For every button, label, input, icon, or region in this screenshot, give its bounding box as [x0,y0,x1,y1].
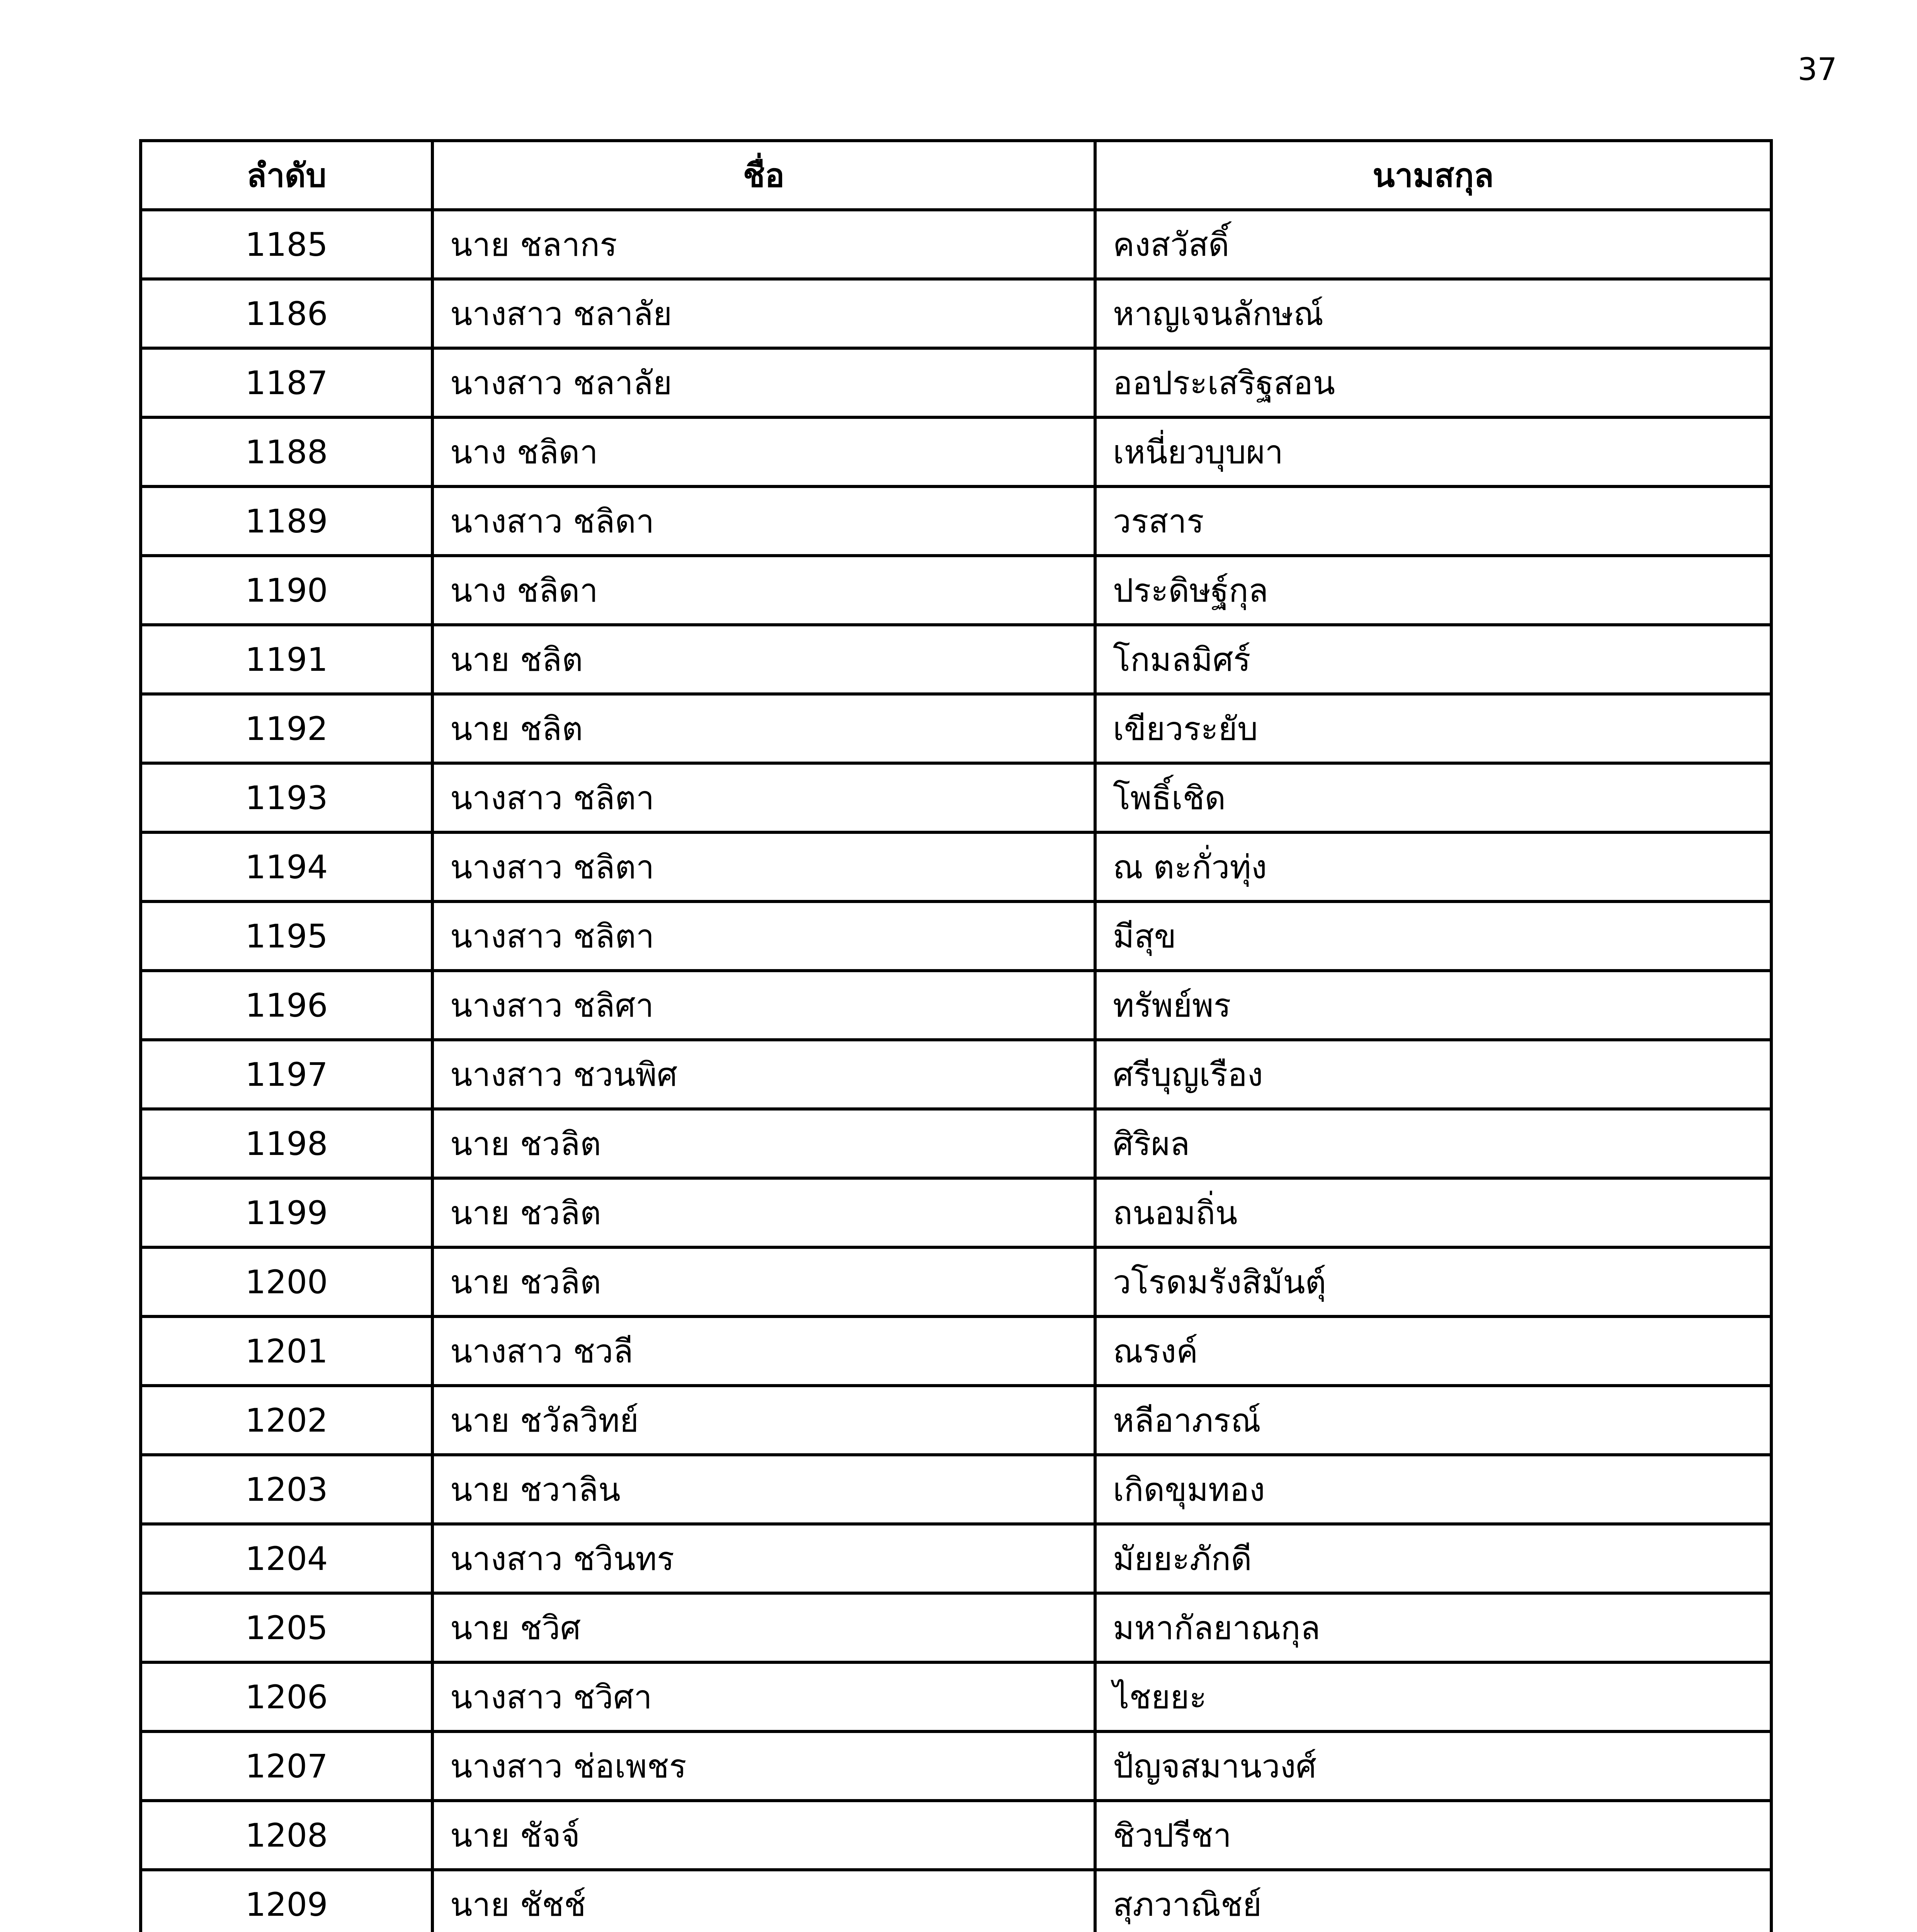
row-name: นาย ชัชช์ [432,1870,1095,1932]
row-name: นางสาว ชลิดา [432,486,1095,556]
row-surname: ศรีบุญเรือง [1095,1040,1771,1109]
table-row [141,1247,1771,1316]
row-surname: หาญเจนลักษณ์ [1095,279,1771,348]
row-name: นาย ชวัลวิทย์ [432,1386,1095,1455]
table-row [141,1316,1771,1386]
header-surname: นามสกุล [1095,141,1771,210]
row-number: 1185 [141,210,432,279]
table-row [141,1178,1771,1247]
row-surname: ศิริผล [1095,1109,1771,1178]
row-surname: เหนี่ยวบุบผา [1095,417,1771,486]
row-name: นาย ชวิศ [432,1593,1095,1662]
table-row [141,556,1771,625]
row-number: 1187 [141,348,432,417]
row-number: 1192 [141,694,432,763]
row-name: นางสาว ชลาลัย [432,348,1095,417]
row-number: 1206 [141,1662,432,1731]
row-name: นาย ชัจจ์ [432,1801,1095,1870]
row-surname: มีสุข [1095,901,1771,971]
row-surname: คงสวัสดิ์ [1095,210,1771,279]
row-surname: เกิดขุมทอง [1095,1455,1771,1524]
name-list-table [139,139,1773,1932]
row-name: นาย ชวลิต [432,1178,1095,1247]
row-name: นางสาว ชวนพิศ [432,1040,1095,1109]
row-name: นางสาว ชลาลัย [432,279,1095,348]
row-name: นางสาว ชวลี [432,1316,1095,1386]
row-surname: ประดิษฐ์กุล [1095,556,1771,625]
table-row [141,1662,1771,1731]
table-row [141,1801,1771,1870]
table-row [141,694,1771,763]
row-number: 1208 [141,1801,432,1870]
row-number: 1197 [141,1040,432,1109]
row-number: 1189 [141,486,432,556]
row-number: 1202 [141,1386,432,1455]
table-row [141,1386,1771,1455]
table-row [141,1731,1771,1801]
table-row [141,625,1771,694]
row-number: 1186 [141,279,432,348]
table-row [141,1593,1771,1662]
row-surname: สุภวาณิชย์ [1095,1870,1771,1932]
row-surname: วโรดมรังสิมันตุ์ [1095,1247,1771,1316]
row-number: 1205 [141,1593,432,1662]
row-number: 1188 [141,417,432,486]
table-row [141,901,1771,971]
row-name: นาย ชวลิต [432,1247,1095,1316]
row-name: นาย ชลากร [432,210,1095,279]
row-name: นาย ชลิต [432,694,1095,763]
row-number: 1198 [141,1109,432,1178]
table-row [141,763,1771,832]
row-number: 1195 [141,901,432,971]
table-row [141,279,1771,348]
table-header-row [141,141,1771,210]
row-number: 1200 [141,1247,432,1316]
table-row [141,832,1771,901]
row-name: นาง ชลิดา [432,417,1095,486]
table-row [141,1870,1771,1932]
row-surname: ปัญจสมานวงศ์ [1095,1731,1771,1801]
row-name: นาย ชลิต [432,625,1095,694]
table-row [141,210,1771,279]
row-number: 1194 [141,832,432,901]
row-number: 1204 [141,1524,432,1593]
table-row [141,417,1771,486]
table-row [141,971,1771,1040]
row-name: นางสาว ชลิตา [432,901,1095,971]
row-name: นางสาว ชลิศา [432,971,1095,1040]
row-surname: ชิวปรีชา [1095,1801,1771,1870]
row-name: นาย ชวาลิน [432,1455,1095,1524]
row-number: 1193 [141,763,432,832]
row-surname: โพธิ์เชิด [1095,763,1771,832]
row-name: นางสาว ชวิศา [432,1662,1095,1731]
row-number: 1199 [141,1178,432,1247]
row-number: 1191 [141,625,432,694]
row-surname: ณรงค์ [1095,1316,1771,1386]
row-number: 1207 [141,1731,432,1801]
row-name: นางสาว ชลิตา [432,832,1095,901]
row-name: นาย ชวลิต [432,1109,1095,1178]
header-no: ลำดับ [141,141,432,210]
table-row [141,1109,1771,1178]
row-number: 1190 [141,556,432,625]
page-number: 37 [1798,51,1837,87]
row-number: 1196 [141,971,432,1040]
row-surname: ถนอมถิ่น [1095,1178,1771,1247]
table-row [141,1455,1771,1524]
table-body [141,210,1771,1932]
row-surname: มัยยะภักดี [1095,1524,1771,1593]
header-name: ชื่อ [432,141,1095,210]
row-surname: วรสาร [1095,486,1771,556]
row-number: 1203 [141,1455,432,1524]
row-surname: มหากัลยาณกุล [1095,1593,1771,1662]
table-row [141,486,1771,556]
row-name: นางสาว ชลิตา [432,763,1095,832]
table-row [141,1524,1771,1593]
row-surname: ไชยยะ [1095,1662,1771,1731]
row-name: นางสาว ชวินทร [432,1524,1095,1593]
table-row [141,1040,1771,1109]
table-row [141,348,1771,417]
row-number: 1201 [141,1316,432,1386]
row-surname: เขียวระยับ [1095,694,1771,763]
row-surname: ออประเสริฐสอน [1095,348,1771,417]
row-name: นางสาว ช่อเพชร [432,1731,1095,1801]
row-surname: โกมลมิศร์ [1095,625,1771,694]
row-name: นาง ชลิดา [432,556,1095,625]
row-surname: หลีอาภรณ์ [1095,1386,1771,1455]
row-surname: ณ ตะกั่วทุ่ง [1095,832,1771,901]
row-number: 1209 [141,1870,432,1932]
row-surname: ทรัพย์พร [1095,971,1771,1040]
